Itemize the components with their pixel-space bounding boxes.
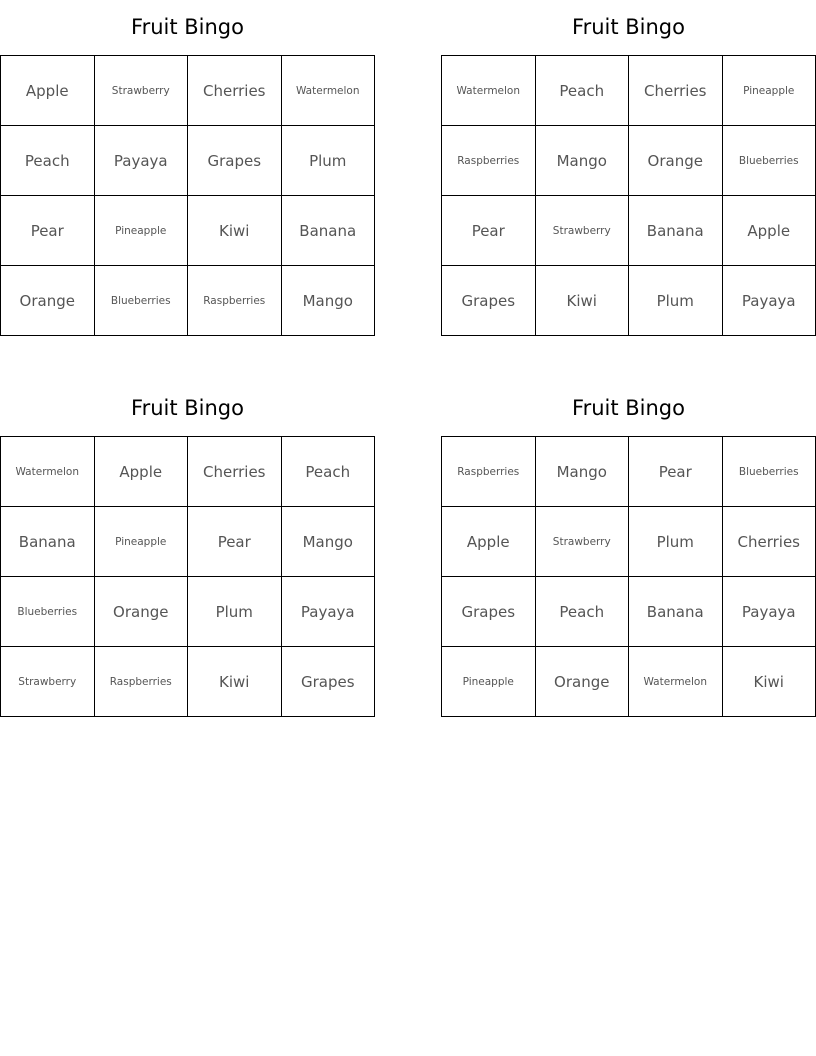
bingo-cell: Raspberries [442, 126, 536, 196]
bingo-cell: Pear [1, 196, 95, 266]
bingo-cell: Peach [536, 577, 630, 647]
bingo-cell: Banana [629, 577, 723, 647]
bingo-cell: Watermelon [282, 56, 376, 126]
bingo-grid [0, 55, 375, 336]
bingo-cell: Watermelon [442, 56, 536, 126]
bingo-cell: Pineapple [95, 196, 189, 266]
bingo-cell: Plum [282, 126, 376, 196]
bingo-cell: Kiwi [188, 196, 282, 266]
bingo-cell: Peach [1, 126, 95, 196]
bingo-cell: Pear [188, 507, 282, 577]
bingo-cell: Strawberry [1, 647, 95, 717]
bingo-cell: Grapes [282, 647, 376, 717]
bingo-card-title: Fruit Bingo [131, 396, 244, 420]
bingo-cell: Mango [282, 266, 376, 336]
bingo-cell: Blueberries [95, 266, 189, 336]
bingo-card-title: Fruit Bingo [131, 15, 244, 39]
bingo-cell: Peach [282, 437, 376, 507]
bingo-cell: Pineapple [442, 647, 536, 717]
bingo-cell: Blueberries [1, 577, 95, 647]
bingo-cell: Pineapple [723, 56, 816, 126]
bingo-cell: Grapes [442, 577, 536, 647]
bingo-cell: Apple [723, 196, 816, 266]
bingo-cell: Plum [629, 266, 723, 336]
bingo-cell: Banana [282, 196, 376, 266]
bingo-grid [0, 436, 375, 717]
bingo-card [441, 381, 816, 717]
bingo-cell: Blueberries [723, 126, 816, 196]
bingo-cell: Kiwi [723, 647, 816, 717]
bingo-cell: Cherries [188, 56, 282, 126]
bingo-cell: Pear [629, 437, 723, 507]
bingo-grid [441, 436, 816, 717]
bingo-cell: Apple [1, 56, 95, 126]
bingo-cell: Payaya [723, 266, 816, 336]
bingo-cell: Payaya [95, 126, 189, 196]
bingo-cell: Watermelon [629, 647, 723, 717]
bingo-cell: Watermelon [1, 437, 95, 507]
bingo-cell: Apple [442, 507, 536, 577]
bingo-cell: Orange [536, 647, 630, 717]
bingo-cell: Orange [95, 577, 189, 647]
bingo-cell: Raspberries [95, 647, 189, 717]
bingo-cell: Cherries [723, 507, 816, 577]
bingo-cell: Mango [282, 507, 376, 577]
bingo-cell: Orange [1, 266, 95, 336]
bingo-card [0, 381, 375, 717]
bingo-cell: Grapes [188, 126, 282, 196]
bingo-cell: Strawberry [95, 56, 189, 126]
bingo-cell: Pear [442, 196, 536, 266]
bingo-cell: Mango [536, 126, 630, 196]
bingo-cell: Plum [188, 577, 282, 647]
bingo-cell: Strawberry [536, 196, 630, 266]
bingo-cell: Banana [629, 196, 723, 266]
bingo-cell: Orange [629, 126, 723, 196]
bingo-cell: Apple [95, 437, 189, 507]
bingo-cell: Raspberries [442, 437, 536, 507]
bingo-card-title: Fruit Bingo [572, 15, 685, 39]
bingo-cell: Cherries [629, 56, 723, 126]
bingo-card [441, 0, 816, 336]
bingo-cell: Grapes [442, 266, 536, 336]
bingo-cell: Raspberries [188, 266, 282, 336]
bingo-cell: Kiwi [536, 266, 630, 336]
bingo-card [0, 0, 375, 336]
bingo-cell: Mango [536, 437, 630, 507]
bingo-cell: Blueberries [723, 437, 816, 507]
bingo-cell: Strawberry [536, 507, 630, 577]
bingo-cell: Payaya [282, 577, 376, 647]
bingo-cell: Payaya [723, 577, 816, 647]
bingo-cell: Plum [629, 507, 723, 577]
bingo-cell: Peach [536, 56, 630, 126]
bingo-grid [441, 55, 816, 336]
bingo-cell: Cherries [188, 437, 282, 507]
bingo-card-title: Fruit Bingo [572, 396, 685, 420]
bingo-cell: Pineapple [95, 507, 189, 577]
bingo-cell: Banana [1, 507, 95, 577]
bingo-cell: Kiwi [188, 647, 282, 717]
